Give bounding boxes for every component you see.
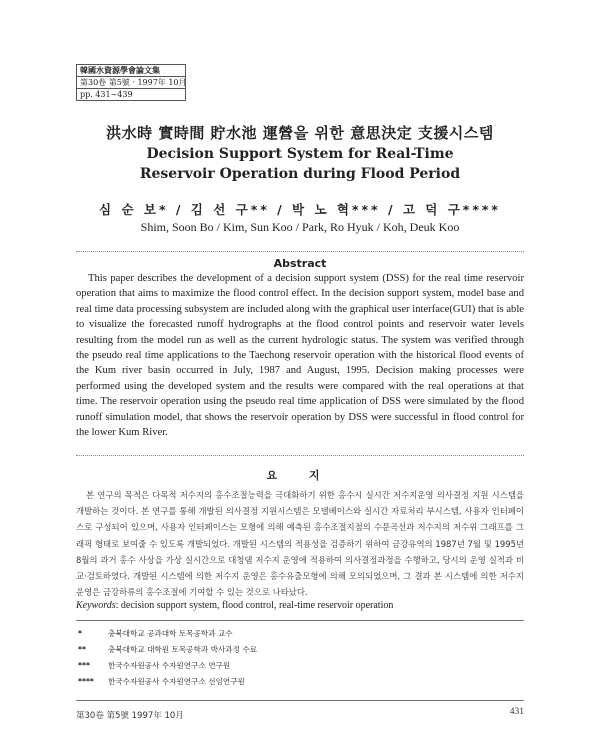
footnote-item: [78, 674, 518, 690]
footnote-text: 한국수자원공사 수자원연구소 연구원: [108, 661, 231, 670]
footnotes: [78, 626, 518, 690]
journal-pages: pp. 431∼439: [80, 90, 133, 99]
footnote-item: [78, 642, 518, 658]
authors-english: Shim, Soon Bo / Kim, Sun Koo / Park, Ro Hyuk / Koh, Deuk Koo: [140, 220, 460, 234]
keywords: [76, 600, 524, 611]
footer-issue: 第30卷 第5號 1997年 10月: [76, 711, 184, 721]
footnote-item: [78, 626, 518, 642]
title-english-line2: Reservoir Operation during Flood Period: [139, 166, 461, 182]
footer-rule: [76, 700, 524, 701]
journal-issue: 第30卷 第5號 · 1997年 10月: [77, 77, 185, 89]
keywords-text: : decision support system, flood control, real-time reservoir operation: [115, 600, 394, 611]
divider-top: [76, 251, 524, 252]
journal-name: 韓國水資源學會論文集: [77, 65, 185, 77]
authors-korean: 심 순 보* / 김 선 구** / 박 노 혁*** / 고 덕 구****: [99, 202, 501, 217]
summary-text: 본 연구의 목적은 다목적 저수지의 홍수조절능력을 극대화하기 위한 홍수시 실시간 저수지운영 의사결정 지원 시스템을 개발하는 것이다. 본 연구를 통해 개발된 의사결정 지원시스템은 모델베이스와 실시간 자료처리 부시스템, 사용자 인터페이스로 구성되어 있으며, 사용자 인터페이스는 모형에 의해 예측된 홍수조절지점의 수문곡선과 저수지의 저수위 그래프를 그래픽 형태로 보여줄 수 있도록 개발되었다. 개발된 시스템의 적용성을 검증하기 위하여 금강유역의 1987년 7월 및 1995년 8월의 과거 홍수 사상을 가상 실시간으로 대청댐 저수지 운영에 적용하여 의사결정과정을 수행하고, 당시의 운영 실적과 비교·검토하였다. 개발된 시스템에 의한 저수지 운영은 홍수유출모형에 의해 모의되었으며, 그 결과 본 시스템에 의한 저수지운영은 금강하류의 홍수조절에 기여할 수 있는 것으로 나타났다.: [76, 490, 524, 598]
title-korean: 洪水時 實時間 貯水池 運營을 위한 意思決定 支援시스템: [106, 124, 494, 142]
footnote-rule: [76, 620, 524, 621]
abstract-heading: Abstract: [273, 257, 327, 270]
keywords-label: Keywords: [76, 600, 116, 611]
abstract-text: This paper describes the development of a decision support system (DSS) for the real time reservoir operation that aims to maximize the flood control effect. In the decision support system, model base and real time data processing subsystem are included along with the graphical user interface(GUI) that is able to visualize the forecasted runoff hydrographs at the flood control points and reservoir water levels resulting from the model run as well as the current hydrologic status. The system was verified through the pseudo real time applications to the Taechong reservoir operation with the historical flood events of the Kum river basin occurred in July, 1987 and August, 1995. Decision making processes were performed using the developed system and the results were compared with the real operations at that time. The reservoir operation using the pseudo real time application of DSS were simulated by the flood runoff simulation model, that shows the reservoir operation by DSS were successful in flood control for the lower Kum River.: [76, 273, 524, 439]
title-english-line1: Decision Support System for Real-Time: [146, 146, 454, 162]
divider-middle: [76, 455, 524, 456]
footnote-text: 충북대학교 대학원 토목공학과 박사과정 수료: [108, 645, 258, 654]
footnote-mark: ***: [78, 661, 90, 670]
footnote-mark: *: [78, 629, 82, 638]
footnote-mark: ****: [78, 677, 94, 686]
page-number: 431: [509, 707, 524, 717]
footnote-text: 충북대학교 공과대학 토목공학과 교수: [108, 629, 233, 638]
footnote-item: [78, 658, 518, 674]
footnote-text: 한국수자원공사 수자원연구소 선임연구원: [108, 677, 245, 686]
summary-heading: 요 지: [266, 469, 334, 482]
journal-info-box: [76, 64, 186, 101]
footnote-mark: **: [78, 645, 86, 654]
